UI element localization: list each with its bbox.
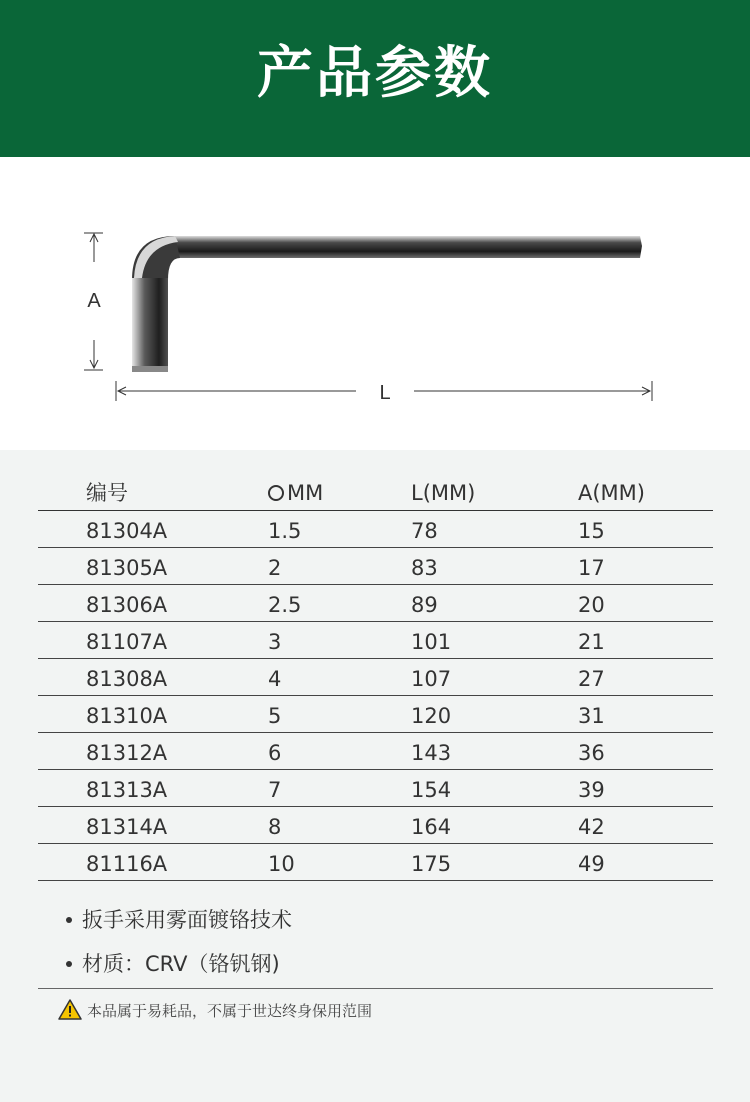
cell-diameter: 3 [268,630,282,654]
cell-code: 81312A [86,741,168,765]
cell-code: 81314A [86,815,168,839]
warning-icon [58,999,82,1027]
table-row [38,844,713,881]
dim-l-label: L [379,382,391,404]
cell-a: 39 [578,778,605,802]
cell-a: 31 [578,704,605,728]
note-item: 材质：CRV（铬钒钢) [66,950,280,978]
section-divider [38,988,713,989]
cell-diameter: 4 [268,667,282,691]
cell-code: 81107A [86,630,168,654]
cell-code: 81305A [86,556,168,580]
cell-diameter: 8 [268,815,282,839]
header-length: L(MM) [411,481,476,505]
cell-length: 154 [411,778,452,802]
cell-a: 42 [578,815,605,839]
cell-a: 36 [578,741,605,765]
wrench-long-arm [175,236,642,258]
warning-text: 本品属于易耗品，不属于世达终身保用范围 [87,1002,373,1020]
cell-length: 107 [411,667,452,691]
table-row [38,659,713,696]
cell-a: 20 [578,593,605,617]
cell-a: 15 [578,519,605,543]
table-header-row [38,472,713,511]
bullet-icon [66,961,72,967]
cell-diameter: 6 [268,741,282,765]
cell-length: 89 [411,593,438,617]
cell-code: 81304A [86,519,168,543]
table-row [38,696,713,733]
table-row [38,585,713,622]
cell-a: 17 [578,556,605,580]
bullet-icon [66,917,72,923]
table-bottom-border [38,880,713,881]
note-item: 扳手采用雾面镀铬技术 [66,906,292,934]
cell-a: 21 [578,630,605,654]
page-title: 产品参数 [257,41,493,106]
product-diagram [0,157,750,450]
cell-diameter: 2.5 [268,593,302,617]
diameter-icon [268,485,284,501]
table-row [38,807,713,844]
table-row [38,770,713,807]
cell-diameter: 10 [268,852,295,876]
cell-length: 101 [411,630,452,654]
table-row [38,511,713,548]
cell-length: 83 [411,556,438,580]
cell-diameter: 2 [268,556,282,580]
spec-table [38,472,713,881]
header-a: A(MM) [578,481,645,505]
hex-key-illustration [0,157,750,450]
cell-code: 81310A [86,704,168,728]
table-row [38,733,713,770]
cell-length: 120 [411,704,452,728]
cell-length: 143 [411,741,452,765]
wrench-short-arm [132,278,168,370]
header-banner [0,0,750,157]
header-code: 编号 [86,481,128,505]
cell-code: 81306A [86,593,168,617]
table-row [38,548,713,585]
cell-diameter: 1.5 [268,519,302,543]
cell-length: 78 [411,519,438,543]
cell-length: 164 [411,815,452,839]
table-row [38,622,713,659]
cell-a: 27 [578,667,605,691]
cell-code: 81116A [86,852,168,876]
cell-diameter: 5 [268,704,282,728]
wrench-tip [132,366,168,372]
cell-a: 49 [578,852,605,876]
dim-a-label: A [87,290,101,312]
header-diameter: MM [268,480,323,506]
cell-length: 175 [411,852,452,876]
warning-notice [58,999,372,1027]
cell-code: 81313A [86,778,168,802]
cell-diameter: 7 [268,778,282,802]
cell-code: 81308A [86,667,168,691]
